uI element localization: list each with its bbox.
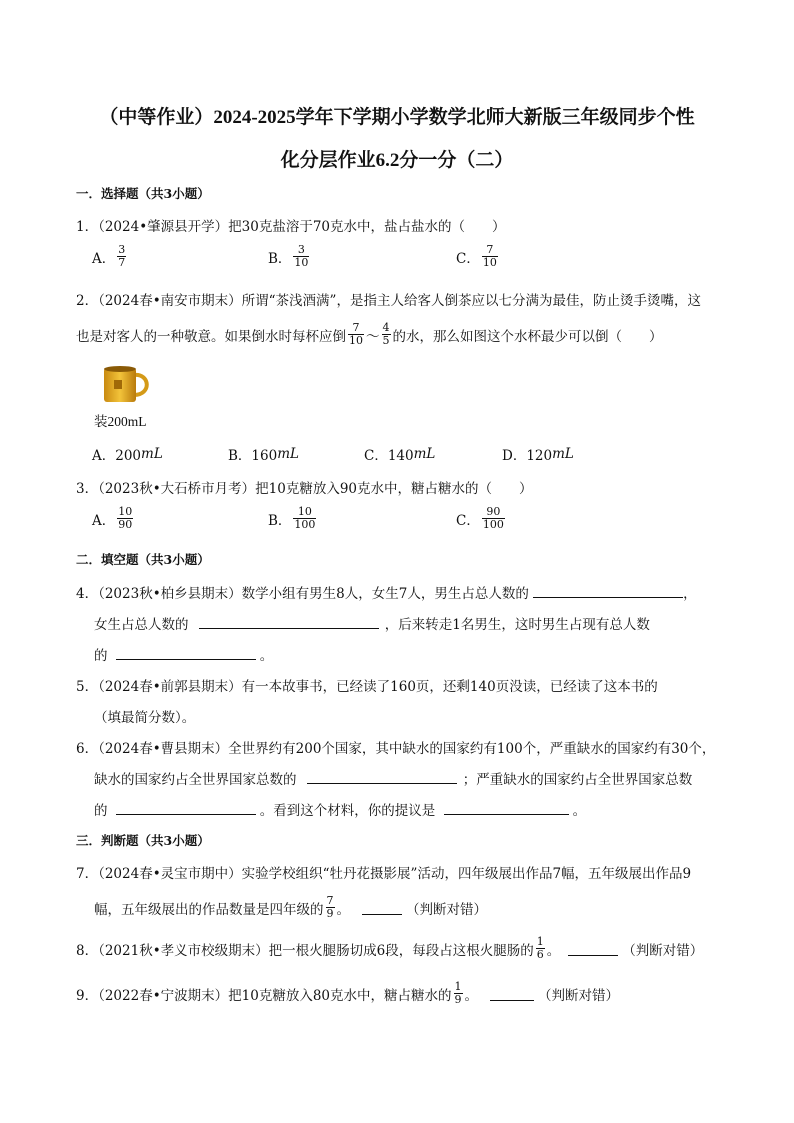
section-fill-heading: 二．填空题（共3小题） [76,552,210,567]
fraction: $\frac{7}{10}$ [349,321,363,347]
question-6-line-1: 6．（2024春•曹县期末）全世界约有200个国家，其中缺水的国家约有100个，严重缺水的国家约有30个， [76,741,716,757]
answer-blank[interactable] [199,614,379,629]
answer-blank[interactable] [568,941,618,956]
q2-option-b[interactable]: B．160 mL [228,446,299,464]
question-3-text: 3．（2023秋•大石桥市月考）把10克糖放入90克水中，糖占糖水的（ ） [76,481,533,497]
fraction: $\frac{7}{10}$ [482,243,497,269]
q1-option-b[interactable]: B． $\frac{3}{10}$ [268,243,309,269]
fraction: $\frac{10}{90}$ [118,505,133,531]
question-2-line-2: 也是对客人的一种敬意。如果倒水时每杯应倒 $\frac{7}{10}$ ～ $\frac{4}{5}$ 的水，那么如图这个水杯最少可以倒（ ） [76,321,663,347]
title-line-1: （中等作业）2024-2025学年下学期小学数学北师大新版三年级同步个性 [99,107,695,128]
question-5-line-2: （填最简分数）。 [94,710,196,726]
fraction: $\frac{10}{100}$ [294,505,316,531]
question-2-line-1: 2．（2024春•南安市期末）所谓“茶浅酒满”，是指主人给客人倒茶应以七分满为最佳，防止烫手烫嘴，这 [76,293,701,309]
q1-option-c[interactable]: C． $\frac{7}{10}$ [456,243,497,269]
fraction: $\frac{3}{7}$ [118,243,126,269]
answer-blank[interactable] [362,900,402,915]
cup-caption: 装200mL [94,414,147,429]
q2-option-c[interactable]: C．140 mL [364,446,436,464]
answer-blank[interactable] [116,800,256,815]
question-7-line-2: 幅，五年级展出的作品数量是四年级的 $\frac{7}{9}$ 。 （判断对错） [94,894,487,920]
title-line-2: 化分层作业6.2分一分（二） [280,150,514,171]
question-6-line-2: 缺水的国家约占全世界国家总数的 ；严重缺水的国家约占全世界国家总数 [94,768,692,788]
section-choice-heading: 一．选择题（共3小题） [76,186,210,201]
fraction: $\frac{1}{9}$ [454,980,462,1006]
answer-blank[interactable] [116,645,256,660]
q3-option-a[interactable]: A． $\frac{10}{90}$ [92,505,133,531]
cup-icon [100,365,154,405]
fraction: $\frac{4}{5}$ [382,321,390,347]
q3-option-b[interactable]: B． $\frac{10}{100}$ [268,505,316,531]
fraction: $\frac{1}{6}$ [536,935,544,961]
question-4-line-3: 的 。 [94,644,273,664]
answer-blank[interactable] [490,986,534,1001]
answer-blank[interactable] [444,800,569,815]
question-1-text: 1．（2024•肇源县开学）把30克盐溶于70克水中，盐占盐水的（ ） [76,219,506,235]
answer-blank[interactable] [533,583,683,598]
question-9: 9．（2022春•宁波期末）把10克糖放入80克水中，糖占糖水的 $\frac{1}{9}$ 。 （判断对错） [76,980,620,1006]
answer-blank[interactable] [307,769,457,784]
fraction: $\frac{3}{10}$ [294,243,309,269]
question-7-line-1: 7．（2024春•灵宝市期中）实验学校组织“牡丹花摄影展”活动，四年级展出作品7幅，五年级展出作品9 [76,866,692,882]
question-4-line-2: 女生占总人数的 ，后来转走1名男生，这时男生占现有总人数 [94,613,650,633]
fraction: $\frac{90}{100}$ [482,505,504,531]
section-judge-heading: 三．判断题（共3小题） [76,833,210,848]
question-6-line-3: 的 。看到这个材料，你的提议是 。 [94,799,586,819]
q2-option-d[interactable]: D．120 mL [502,446,574,464]
q1-option-a[interactable]: A． $\frac{3}{7}$ [92,243,126,269]
question-5-line-1: 5．（2024春•前郭县期末）有一本故事书，已经读了160页，还剩140页没读，已经读了这本书的 [76,679,658,695]
question-4-line-1: 4．（2023秋•柏乡县期末）数学小组有男生8人，女生7人，男生占总人数的 ， [76,582,697,602]
question-8: 8．（2021秋•孝义市校级期末）把一根火腿肠切成6段，每段占这根火腿肠的 $\frac{1}{6}$ 。 （判断对错） [76,935,704,961]
q3-option-c[interactable]: C． $\frac{90}{100}$ [456,505,504,531]
q2-option-a[interactable]: A．200 mL [92,446,163,464]
fraction: $\frac{7}{9}$ [326,894,334,920]
